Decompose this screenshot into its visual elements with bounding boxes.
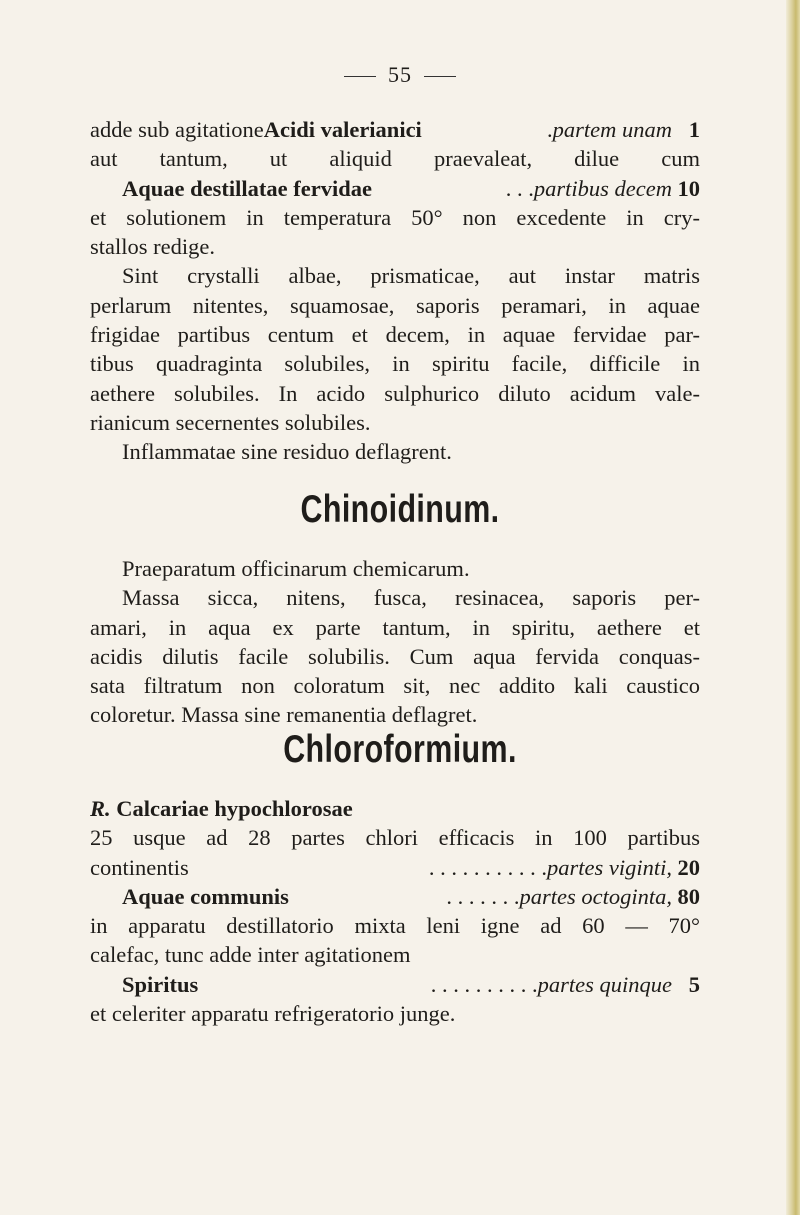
text-line: tibus quadraginta solubiles, in spiritu facile, difficile in bbox=[90, 351, 700, 377]
text-line: et solutionem in temperatura 50° non excedente in cry- bbox=[90, 204, 700, 230]
right-dash bbox=[424, 76, 456, 77]
text-line: stallos redige. bbox=[90, 234, 215, 260]
recipe-line-water bbox=[90, 174, 700, 203]
recipe-text: adde sub agitatione bbox=[90, 117, 264, 142]
text-line: aethere solubiles. In acido sulphurico diluto acidum vale- bbox=[90, 380, 700, 406]
text-line: Praeparatum officinarum chemicarum. bbox=[122, 556, 470, 581]
quantity-number: 5 bbox=[688, 971, 700, 997]
page-number bbox=[0, 62, 800, 88]
text-line: acidis dilutis facile solubilis. Cum aqua fervida conquas- bbox=[90, 643, 700, 669]
leader-dots: . bbox=[547, 117, 553, 142]
text-line: sata filtratum non coloratum sit, nec addito kali caustico bbox=[90, 673, 700, 699]
text-line: amari, in aqua ex parte tantum, in spiritu, aethere et bbox=[90, 614, 700, 640]
text-line: frigidae partibus centum et decem, in aquae fervidae par- bbox=[90, 322, 700, 348]
page-number-value: 55 bbox=[388, 62, 412, 87]
text-line: rianicum secernentes solubiles. bbox=[90, 409, 371, 435]
valerianate-section bbox=[90, 115, 700, 467]
ingredient-name: Calcariae hypochlorosae bbox=[116, 796, 353, 821]
chloroformium-section bbox=[90, 794, 700, 1028]
quantity-number: 80 bbox=[677, 883, 700, 909]
text-line: perlarum nitentes, squamosae, saporis peramari, in aquae bbox=[90, 292, 700, 318]
recipe-line-spiritus bbox=[90, 970, 700, 999]
quantity-words: partes quinque bbox=[537, 971, 672, 997]
text-line: 25 usque ad 28 partes chlori efficacis in 100 partibus bbox=[90, 825, 700, 851]
text-line: et celeriter apparatu refrigeratorio junge. bbox=[90, 1001, 456, 1027]
text-line: Sint crystalli albae, prismaticae, aut instar matris bbox=[122, 263, 700, 289]
text-line: Inflammatae sine residuo deflagrent. bbox=[122, 439, 452, 465]
recipe-line-acid bbox=[90, 115, 700, 144]
quantity-number: 1 bbox=[688, 117, 700, 142]
recipe-line-continentis bbox=[90, 853, 700, 882]
ingredient-name: Aquae communis bbox=[122, 883, 289, 909]
quantity-number: 10 bbox=[677, 175, 700, 201]
leader-dots: . . . . . . . . . . . bbox=[428, 854, 547, 880]
quantity-words: partem unam bbox=[552, 117, 672, 142]
left-dash bbox=[344, 76, 376, 77]
quantity-words: partes octoginta, bbox=[519, 883, 672, 909]
recipe-line-water bbox=[90, 882, 700, 911]
text-line: coloretur. Massa sine remanentia deflagret. bbox=[90, 702, 478, 728]
ingredient-name: Aquae destillatae fervidae bbox=[122, 175, 372, 201]
recipe-text: continentis bbox=[90, 854, 189, 880]
leader-dots: . . . . . . . bbox=[446, 883, 520, 909]
quantity-number: 20 bbox=[677, 854, 700, 880]
text-line: in apparatu destillatorio mixta leni igne ad 60 — 70° bbox=[90, 913, 700, 939]
prescription-line bbox=[90, 794, 700, 823]
ingredient-name: Acidi valerianici bbox=[263, 117, 422, 142]
text-line: calefac, tunc adde inter agitationem bbox=[90, 942, 411, 968]
quantity-words: partes viginti, bbox=[547, 854, 672, 880]
leader-dots: . . . . . . . . . . bbox=[430, 971, 538, 997]
text-line: Massa sicca, nitens, fusca, resinacea, saporis per- bbox=[122, 585, 700, 611]
chinoidinum-section bbox=[90, 554, 700, 730]
quantity-words: partibus decem bbox=[533, 175, 672, 201]
heading-chinoidinum: Chinoidinum. bbox=[300, 488, 500, 531]
ingredient-name: Spiritus bbox=[122, 971, 199, 997]
recipe-symbol: R. bbox=[90, 796, 111, 821]
text-line: aut tantum, ut aliquid praevaleat, dilue cum bbox=[90, 146, 700, 172]
page-edge-shadow bbox=[786, 0, 800, 1215]
leader-dots: . . . bbox=[505, 175, 534, 201]
heading-chloroformium: Chloroformium. bbox=[283, 728, 517, 771]
